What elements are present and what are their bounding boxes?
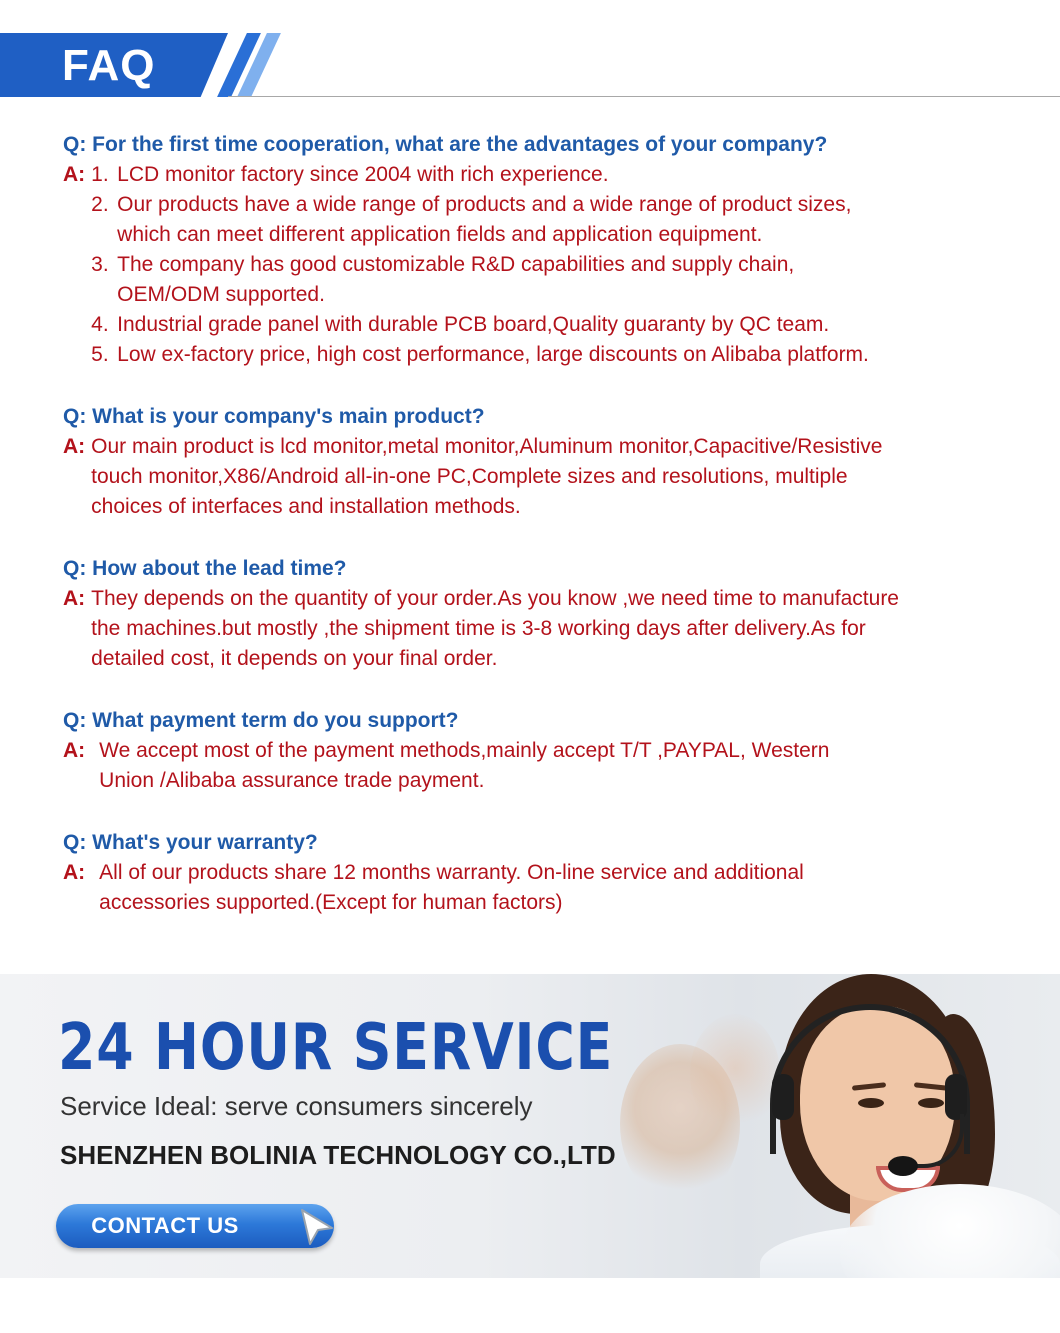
faq-question: Q: What is your company's main product? bbox=[63, 405, 485, 428]
list-text: LCD monitor factory since 2004 with rich experience. bbox=[117, 163, 609, 186]
list-text: Our products have a wide range of products and a wide range of product sizes, which can meet different application fields and application equipment. bbox=[117, 193, 852, 246]
answer-label: A: bbox=[63, 861, 86, 884]
faq-answer bbox=[63, 432, 1023, 522]
faq-item-main-product bbox=[63, 402, 1023, 522]
list-item bbox=[91, 190, 869, 250]
answer-label: A: bbox=[63, 587, 86, 610]
page-title: FAQ bbox=[62, 41, 156, 90]
list-number: 5. bbox=[91, 343, 109, 366]
faq-answer bbox=[63, 736, 1023, 796]
faq-answer bbox=[63, 858, 1023, 918]
faq-answer bbox=[63, 584, 1023, 674]
faq-item-warranty bbox=[63, 828, 1023, 918]
answer-label: A: bbox=[63, 739, 86, 762]
faq-item-advantages bbox=[63, 130, 1023, 370]
faq-item-payment bbox=[63, 706, 1023, 796]
headset-earpiece bbox=[772, 1074, 794, 1120]
background-person bbox=[690, 1014, 780, 1134]
company-name: SHENZHEN BOLINIA TECHNOLOGY CO.,LTD bbox=[60, 1140, 616, 1170]
list-item bbox=[91, 250, 869, 310]
list-number: 2. bbox=[91, 193, 109, 216]
list-text: The company has good customizable R&D capabilities and supply chain, OEM/ODM supported. bbox=[117, 253, 795, 306]
faq-list bbox=[63, 130, 1023, 918]
answer-label: A: bbox=[63, 163, 86, 186]
header-divider bbox=[228, 96, 1060, 97]
microphone-icon bbox=[888, 1156, 918, 1176]
list-number: 3. bbox=[91, 253, 109, 276]
faq-question: Q: For the first time cooperation, what are the advantages of your company? bbox=[63, 133, 828, 156]
list-number: 1. bbox=[91, 163, 109, 186]
pointer-cursor-icon bbox=[298, 1206, 338, 1250]
list-item bbox=[91, 160, 869, 190]
answer-text: All of our products share 12 months warranty. On-line service and additional accessories supported.(Except for human factors) bbox=[99, 861, 804, 914]
service-banner bbox=[0, 974, 1060, 1278]
answer-text: They depends on the quantity of your order.As you know ,we need time to manufacture the machines.but mostly ,the shipment time is 3-8 working days after delivery.As for detailed cost, it depends on your final order. bbox=[91, 587, 899, 670]
list-text: Low ex-factory price, high cost performance, large discounts on Alibaba platform. bbox=[117, 343, 869, 366]
answer-text: We accept most of the payment methods,mainly accept T/T ,PAYPAL, Western Union /Alibaba assurance trade payment. bbox=[99, 739, 830, 792]
faq-question: Q: What's your warranty? bbox=[63, 831, 318, 854]
faq-header bbox=[0, 0, 1060, 100]
service-tagline: Service Ideal: serve consumers sincerely bbox=[60, 1091, 533, 1121]
faq-question: Q: How about the lead time? bbox=[63, 557, 347, 580]
answer-list bbox=[91, 160, 869, 370]
contact-us-button[interactable]: CONTACT US bbox=[56, 1204, 334, 1248]
list-item bbox=[91, 310, 869, 340]
list-number: 4. bbox=[91, 313, 109, 336]
faq-question: Q: What payment term do you support? bbox=[63, 709, 459, 732]
list-item bbox=[91, 340, 869, 370]
faq-item-lead-time bbox=[63, 554, 1023, 674]
answer-text: Our main product is lcd monitor,metal monitor,Aluminum monitor,Capacitive/Resistive touch monitor,X86/Android all-in-one PC,Complete sizes and resolutions, multiple choices of interfaces and installation methods. bbox=[91, 435, 883, 518]
service-title: 24 HOUR SERVICE bbox=[58, 1011, 614, 1085]
answer-label: A: bbox=[63, 435, 86, 458]
list-text: Industrial grade panel with durable PCB board,Quality guaranty by QC team. bbox=[117, 313, 830, 336]
faq-answer bbox=[63, 160, 1023, 370]
